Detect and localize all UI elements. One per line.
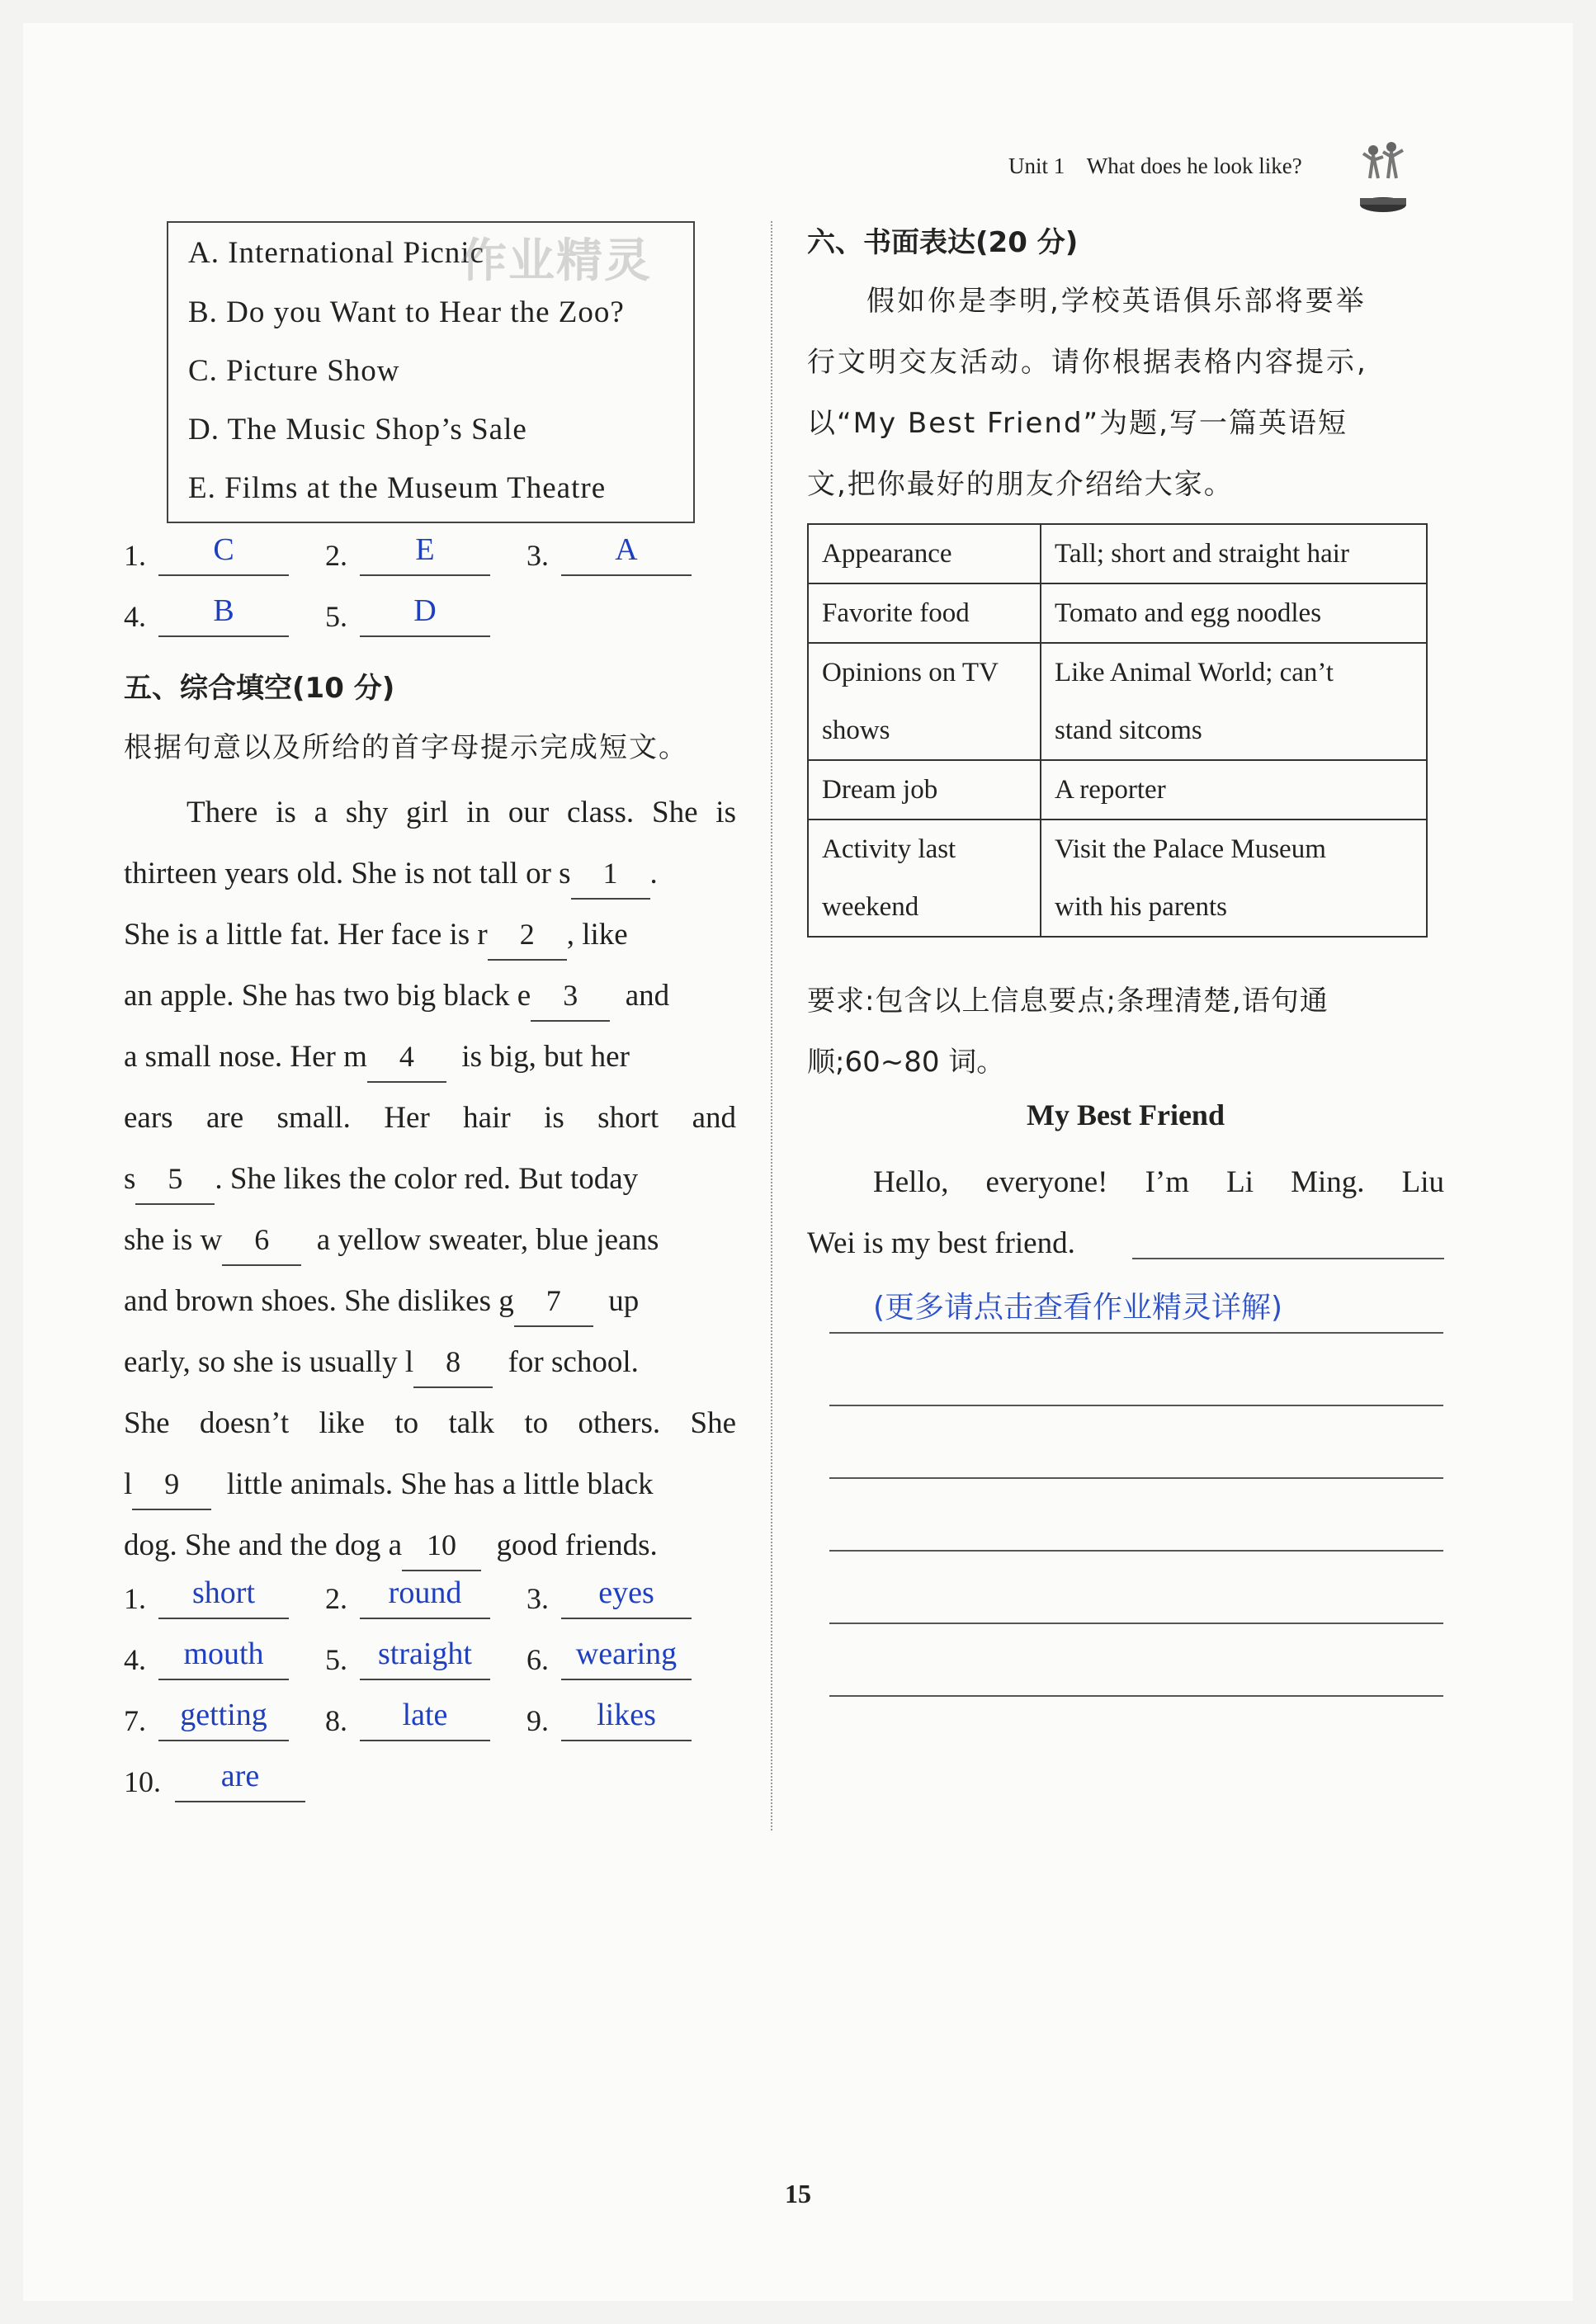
unit-label: Unit 1 bbox=[1008, 154, 1065, 178]
answer-blank: A bbox=[561, 528, 692, 576]
essay-title: My Best Friend bbox=[1027, 1098, 1225, 1131]
passage-line: a small nose. Her m 4 is big, but her bbox=[124, 1027, 630, 1088]
part5-instruction: 根据句意以及所给的首字母提示完成短文。 bbox=[124, 731, 688, 764]
passage-line: dog. She and the dog a 10 good friends. bbox=[124, 1515, 658, 1576]
answer-blank: straight bbox=[360, 1632, 490, 1680]
requirements-line: 顺;60~80 词。 bbox=[807, 1046, 1005, 1079]
answer-number: 1. bbox=[124, 539, 146, 572]
prompt-line: 行文明交友活动。请你根据表格内容提示, bbox=[807, 346, 1368, 379]
table-row bbox=[808, 583, 1427, 643]
answer-blank: likes bbox=[561, 1693, 692, 1741]
essay-start-line: Hello, everyone! I’m Li Ming. Liu bbox=[873, 1165, 1444, 1199]
essay-line-first bbox=[1132, 1258, 1444, 1259]
passage-line: and brown shoes. She dislikes g 7 up bbox=[124, 1271, 639, 1332]
prompt-line: 以“My Best Friend”为题,写一篇英语短 bbox=[807, 407, 1348, 440]
answer-blank: are bbox=[175, 1755, 305, 1802]
page bbox=[23, 23, 1573, 2301]
table-row bbox=[808, 760, 1427, 820]
answer-number: 3. bbox=[526, 539, 549, 572]
table-row bbox=[808, 524, 1427, 583]
prompt-line: 假如你是李明,学校英语俱乐部将要举 bbox=[866, 285, 1367, 318]
answer-blank: eyes bbox=[561, 1571, 692, 1619]
answer-number: 2. bbox=[325, 1582, 347, 1615]
part5-heading: 五、综合填空(10 分) bbox=[124, 672, 395, 705]
column-divider bbox=[771, 221, 772, 1830]
passage-line: an apple. She has two big black e 3 and bbox=[124, 966, 669, 1027]
answer-blank: B bbox=[158, 589, 289, 637]
writing-line bbox=[829, 1332, 1443, 1334]
answer-number: 9. bbox=[526, 1704, 549, 1737]
table-value: Visit the Palace Museum with his parents bbox=[1041, 820, 1427, 937]
requirements bbox=[807, 971, 1329, 1093]
passage-line: thirteen years old. She is not tall or s 1 . bbox=[124, 843, 658, 905]
table-key: Appearance bbox=[808, 524, 1041, 583]
option-a: A. International Picnic bbox=[188, 236, 484, 270]
answer-number: 10. bbox=[124, 1765, 161, 1798]
answer-number: 6. bbox=[526, 1643, 549, 1676]
watermark: 作业精灵 bbox=[460, 234, 652, 288]
table-key: Activity last weekend bbox=[808, 820, 1041, 937]
table-value: Like Animal World; can’t stand sitcoms bbox=[1041, 643, 1427, 760]
info-table bbox=[807, 523, 1428, 938]
answer-blank: mouth bbox=[158, 1632, 289, 1680]
table-row bbox=[808, 643, 1427, 760]
table-key: Opinions on TV shows bbox=[808, 643, 1041, 760]
page-number: 15 bbox=[785, 2179, 811, 2208]
essay-start-line: Wei is my best friend. bbox=[807, 1226, 1075, 1260]
passage-line: s 5 . She likes the color red. But today bbox=[124, 1149, 638, 1210]
writing-line bbox=[829, 1550, 1443, 1552]
prompt-line: 文,把你最好的朋友介绍给大家。 bbox=[807, 468, 1234, 501]
running-header bbox=[1008, 154, 1302, 179]
table-key: Dream job bbox=[808, 760, 1041, 820]
option-c: C. Picture Show bbox=[188, 354, 400, 388]
passage-line: l 9 little animals. She has a little black bbox=[124, 1454, 654, 1515]
table-key: Favorite food bbox=[808, 583, 1041, 643]
answer-blank: wearing bbox=[561, 1632, 692, 1680]
option-b: B. Do you Want to Hear the Zoo? bbox=[188, 295, 625, 329]
passage-line: There is a shy girl in our class. She is bbox=[187, 796, 736, 829]
part6-heading: 六、书面表达(20 分) bbox=[807, 226, 1079, 259]
header-people-icon bbox=[1358, 129, 1408, 224]
writing-line bbox=[829, 1695, 1443, 1697]
more-link[interactable]: (更多请点击查看作业精灵详解) bbox=[873, 1291, 1283, 1325]
answer-number: 7. bbox=[124, 1704, 146, 1737]
passage-line: she is w 6 a yellow sweater, blue jeans bbox=[124, 1210, 659, 1271]
prompt bbox=[807, 271, 1444, 515]
answer-blank: D bbox=[360, 589, 490, 637]
answer-number: 5. bbox=[325, 1643, 347, 1676]
writing-line bbox=[829, 1623, 1443, 1624]
answer-number: 2. bbox=[325, 539, 347, 572]
option-d: D. The Music Shop’s Sale bbox=[188, 413, 527, 446]
answer-number: 4. bbox=[124, 1643, 146, 1676]
writing-line bbox=[829, 1477, 1443, 1479]
table-value: A reporter bbox=[1041, 760, 1427, 820]
answer-number: 5. bbox=[325, 600, 347, 633]
answer-blank: getting bbox=[158, 1693, 289, 1741]
table-value: Tomato and egg noodles bbox=[1041, 583, 1427, 643]
table-value: Tall; short and straight hair bbox=[1041, 524, 1427, 583]
writing-line bbox=[829, 1405, 1443, 1406]
passage-line: ears are small. Her hair is short and bbox=[124, 1101, 736, 1135]
answer-blank: C bbox=[158, 528, 289, 576]
passage-line: early, so she is usually l 8 for school. bbox=[124, 1332, 639, 1393]
unit-title: What does he look like? bbox=[1086, 154, 1302, 178]
passage-line: She is a little fat. Her face is r 2 , like bbox=[124, 905, 628, 966]
answer-number: 4. bbox=[124, 600, 146, 633]
answer-number: 1. bbox=[124, 1582, 146, 1615]
answer-number: 3. bbox=[526, 1582, 549, 1615]
option-e: E. Films at the Museum Theatre bbox=[188, 471, 607, 505]
answer-number: 8. bbox=[325, 1704, 347, 1737]
passage-line: She doesn’t like to talk to others. She bbox=[124, 1406, 736, 1440]
answer-blank: E bbox=[360, 528, 490, 576]
table-row bbox=[808, 820, 1427, 937]
answer-blank: round bbox=[360, 1571, 490, 1619]
answer-blank: short bbox=[158, 1571, 289, 1619]
answer-blank: late bbox=[360, 1693, 490, 1741]
requirements-line: 要求:包含以上信息要点;条理清楚,语句通 bbox=[807, 985, 1329, 1018]
